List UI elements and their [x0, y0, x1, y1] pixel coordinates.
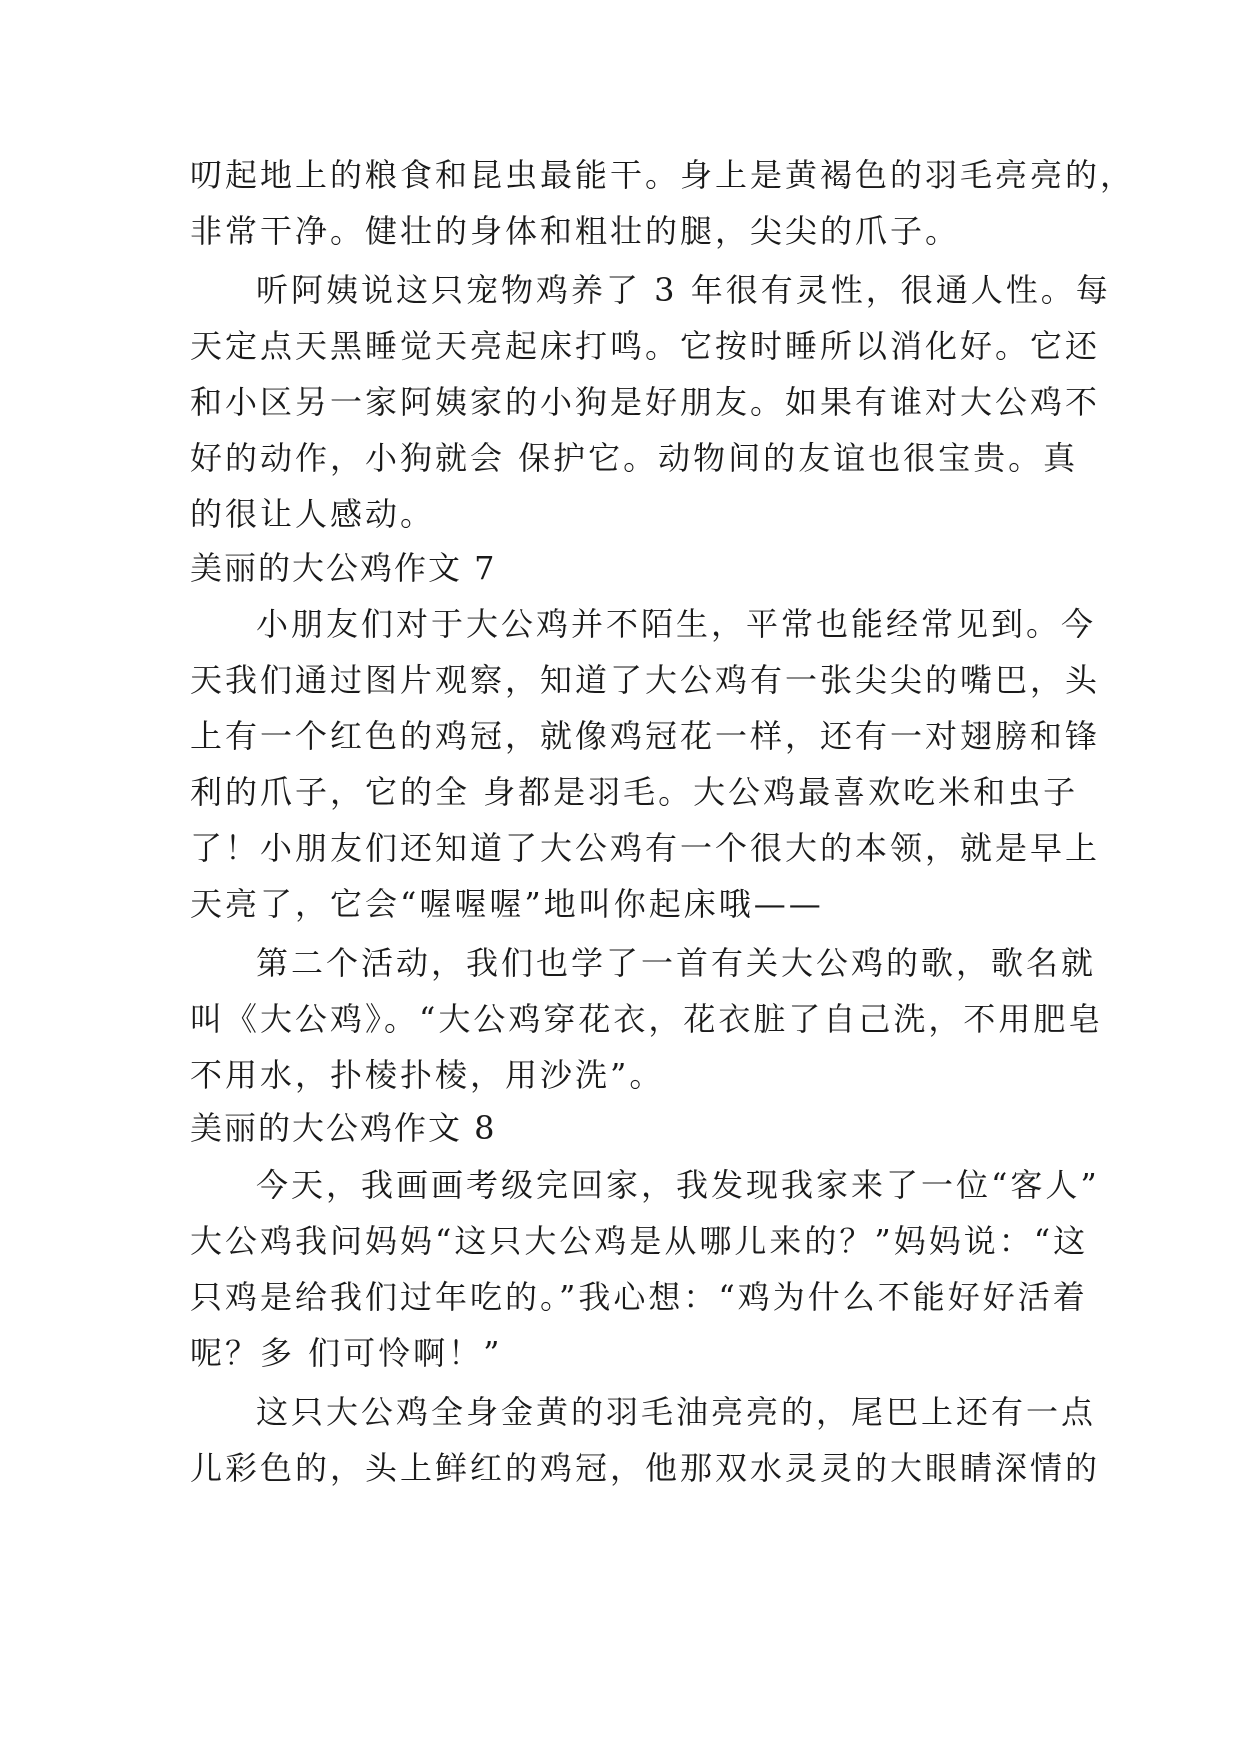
section-heading: [0, 540, 1241, 596]
line-text: 今天，我画画考级完回家，我发现我家来了一位“客人”: [256, 1166, 1100, 1204]
line-text: 叨起地上的粮食和昆虫最能干。身上是黄褐色的羽毛亮亮的，: [190, 156, 1136, 194]
line-text: 只鸡是给我们过年吃的。”我心想：“鸡为什么不能好好活着: [190, 1278, 1088, 1316]
line-text: 大公鸡我问妈妈“这只大公鸡是从哪儿来的？”妈妈说：“这: [190, 1222, 1089, 1260]
paragraph-first-line: [0, 596, 1241, 652]
line-text: 不用水，扑棱扑棱，用沙洗”。: [190, 1056, 665, 1094]
line-text: 小朋友们对于大公鸡并不陌生，平常也能经常见到。今: [256, 605, 1097, 643]
paragraph-line: [0, 708, 1241, 764]
paragraph-line: [0, 764, 1241, 820]
paragraph-first-line: [0, 1384, 1241, 1440]
paragraph-line: [0, 1213, 1241, 1269]
line-text: 儿彩色的，头上鲜红的鸡冠，他那双水灵灵的大眼睛深情的: [190, 1449, 1101, 1487]
paragraph-first-line: [0, 262, 1241, 318]
paragraph-first-line: [0, 935, 1241, 991]
paragraph-line: [0, 1325, 1241, 1381]
paragraph-line: [0, 486, 1241, 542]
paragraph-line: [0, 1440, 1241, 1496]
line-text: 非常干净。健壮的身体和粗壮的腿，尖尖的爪子。: [190, 212, 961, 250]
line-text: 天我们通过图片观察，知道了大公鸡有一张尖尖的嘴巴，头: [190, 661, 1101, 699]
line-text: 天亮了，它会“喔喔喔”地叫你起床哦——: [190, 885, 824, 923]
line-text: 叫《大公鸡》。“大公鸡穿花衣，花衣脏了自己洗，不用肥皂: [190, 1000, 1104, 1038]
paragraph-line: [0, 876, 1241, 932]
paragraph-line: [0, 203, 1241, 259]
paragraph-line: [0, 820, 1241, 876]
line-text: 天定点天黑睡觉天亮起床打鸣。它按时睡所以消化好。它还: [190, 327, 1101, 365]
paragraph-line: [0, 652, 1241, 708]
line-text: 听阿姨说这只宠物鸡养了 3 年很有灵性，很通人性。每: [256, 271, 1111, 309]
line-text: 呢？多 们可怜啊！”: [190, 1334, 503, 1372]
paragraph-line: [0, 991, 1241, 1047]
line-text: 利的爪子，它的全 身都是羽毛。大公鸡最喜欢吃米和虫子: [190, 773, 1079, 811]
line-text: 的很让人感动。: [190, 495, 436, 533]
line-text: 第二个活动，我们也学了一首有关大公鸡的歌，歌名就: [256, 944, 1097, 982]
paragraph-line: [0, 1269, 1241, 1325]
paragraph-line: [0, 318, 1241, 374]
paragraph-line: [0, 430, 1241, 486]
line-text: 和小区另一家阿姨家的小狗是好朋友。如果有谁对大公鸡不: [190, 383, 1101, 421]
paragraph-line: [0, 1047, 1241, 1103]
paragraph-line: [0, 374, 1241, 430]
paragraph-first-line: [0, 1157, 1241, 1213]
line-text: 这只大公鸡全身金黄的羽毛油亮亮的，尾巴上还有一点: [256, 1393, 1097, 1431]
heading-text: 美丽的大公鸡作文 7: [190, 549, 497, 587]
section-heading: [0, 1100, 1241, 1156]
line-text: 了！小朋友们还知道了大公鸡有一个很大的本领，就是早上: [190, 829, 1101, 867]
line-text: 上有一个红色的鸡冠，就像鸡冠花一样，还有一对翅膀和锋: [190, 717, 1101, 755]
line-text: 好的动作，小狗就会 保护它。动物间的友谊也很宝贵。真: [190, 439, 1079, 477]
paragraph-line: [0, 147, 1241, 203]
heading-text: 美丽的大公鸡作文 8: [190, 1109, 497, 1147]
